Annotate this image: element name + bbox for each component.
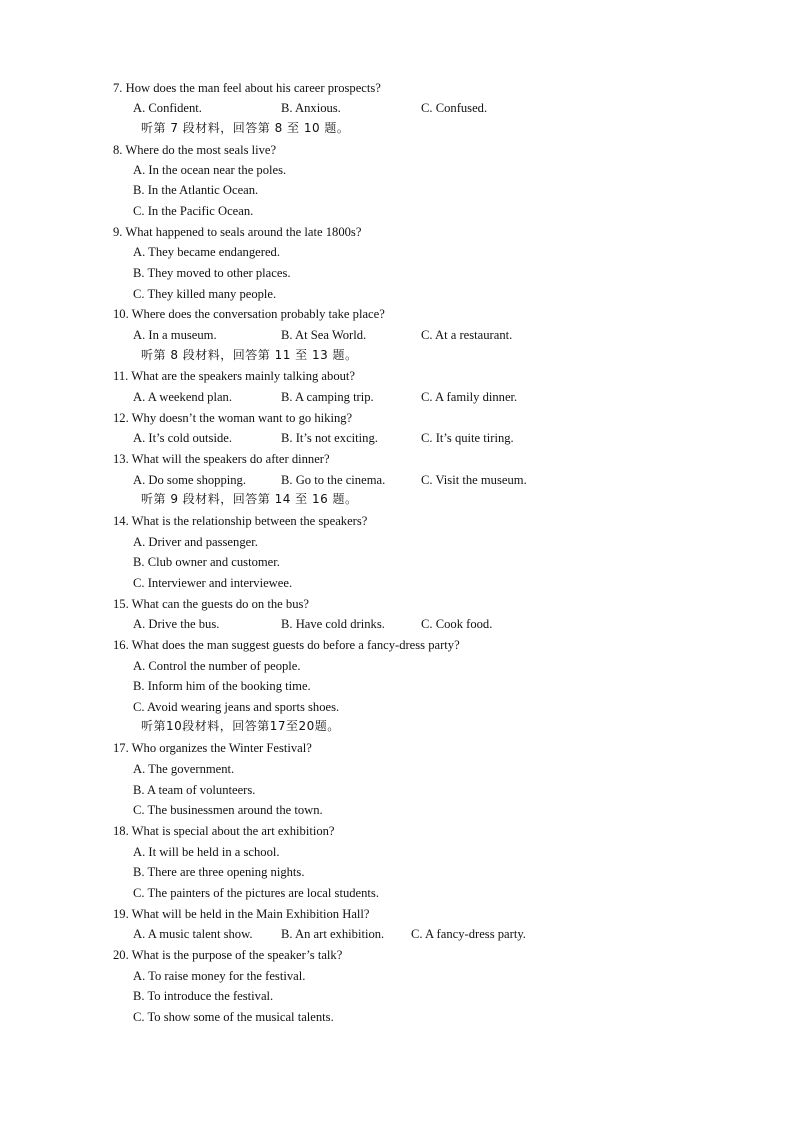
option-a: A. In the ocean near the poles. [133, 163, 287, 177]
option-c: C. Confused. [421, 101, 488, 115]
option-c: C. The businessmen around the town. [133, 803, 323, 817]
option-c: C. In the Pacific Ocean. [133, 204, 254, 218]
section-instruction: 听第10段材料，回答第17至20题。 [141, 719, 340, 733]
question-stem: 11. What are the speakers mainly talking about? [113, 369, 355, 383]
question-stem: 9. What happened to seals around the late 1800s? [113, 225, 362, 239]
option-a: A. In a museum. [133, 328, 217, 342]
option-a: A. Confident. [133, 101, 202, 115]
option-b: B. Have cold drinks. [281, 617, 385, 631]
option-b: B. In the Atlantic Ocean. [133, 183, 259, 197]
question-stem: 18. What is special about the art exhibition? [113, 824, 335, 838]
option-b: B. It’s not exciting. [281, 431, 378, 445]
question-stem: 20. What is the purpose of the speaker’s talk? [113, 948, 343, 962]
option-c: C. A family dinner. [421, 390, 518, 404]
option-a: A. They became endangered. [133, 245, 280, 259]
option-a: A. It will be held in a school. [133, 845, 280, 859]
option-b: B. They moved to other places. [133, 266, 291, 280]
option-a: A. A weekend plan. [133, 390, 232, 404]
question-stem: 14. What is the relationship between the speakers? [113, 514, 368, 528]
option-a: A. Driver and passenger. [133, 535, 258, 549]
question-stem: 13. What will the speakers do after dinner? [113, 452, 330, 466]
option-c: C. They killed many people. [133, 287, 277, 301]
option-a: A. It’s cold outside. [133, 431, 232, 445]
question-stem: 19. What will be held in the Main Exhibition Hall? [113, 907, 370, 921]
option-b: B. An art exhibition. [281, 927, 385, 941]
option-b: B. A team of volunteers. [133, 783, 256, 797]
question-stem: 17. Who organizes the Winter Festival? [113, 741, 312, 755]
section-instruction: 听第 9 段材料，回答第 14 至 16 题。 [141, 492, 358, 506]
option-a: A. Do some shopping. [133, 473, 246, 487]
option-c: C. Cook food. [421, 617, 493, 631]
question-stem: 16. What does the man suggest guests do before a fancy-dress party? [113, 638, 460, 652]
option-c: C. The painters of the pictures are local students. [133, 886, 379, 900]
option-c: C. A fancy-dress party. [411, 927, 526, 941]
section-instruction: 听第 7 段材料，回答第 8 至 10 题。 [141, 121, 350, 135]
question-stem: 8. Where do the most seals live? [113, 143, 277, 157]
option-c: C. It’s quite tiring. [421, 431, 514, 445]
section-instruction: 听第 8 段材料，回答第 11 至 13 题。 [141, 348, 358, 362]
question-stem: 7. How does the man feel about his career prospects? [113, 81, 381, 95]
option-b: B. Inform him of the booking time. [133, 679, 311, 693]
option-a: A. Control the number of people. [133, 659, 301, 673]
option-b: B. Go to the cinema. [281, 473, 386, 487]
option-c: C. Interviewer and interviewee. [133, 576, 293, 590]
option-a: A. Drive the bus. [133, 617, 220, 631]
option-a: A. The government. [133, 762, 235, 776]
option-b: B. To introduce the festival. [133, 989, 274, 1003]
option-a: A. A music talent show. [133, 927, 253, 941]
option-c: C. Visit the museum. [421, 473, 527, 487]
question-stem: 10. Where does the conversation probably take place? [113, 307, 385, 321]
option-b: B. Club owner and customer. [133, 555, 280, 569]
option-a: A. To raise money for the festival. [133, 969, 306, 983]
option-b: B. Anxious. [281, 101, 341, 115]
option-b: B. At Sea World. [281, 328, 367, 342]
option-c: C. Avoid wearing jeans and sports shoes. [133, 700, 340, 714]
question-stem: 15. What can the guests do on the bus? [113, 597, 309, 611]
option-b: B. There are three opening nights. [133, 865, 305, 879]
question-stem: 12. Why doesn’t the woman want to go hiking? [113, 411, 353, 425]
option-c: C. At a restaurant. [421, 328, 513, 342]
option-b: B. A camping trip. [281, 390, 374, 404]
option-c: C. To show some of the musical talents. [133, 1010, 334, 1024]
